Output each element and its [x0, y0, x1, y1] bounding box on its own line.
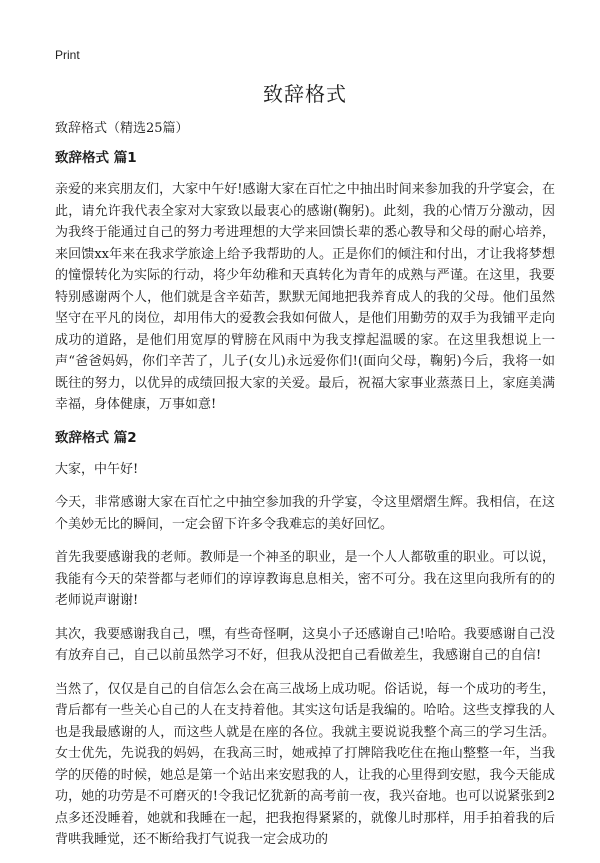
document-content	[55, 148, 555, 863]
paragraph: 首先我要感谢我的老师。教师是一个神圣的职业，是一个人人都敬重的职业。可以说，我能有今天的荣誉都与老师们的谆谆教诲息息相关，密不可分。我在这里向我所有的的老师说声谢谢!	[55, 550, 555, 608]
paragraph: 当然了，仅仅是自己的自信怎么会在高三战场上成功呢。俗话说，每一个成功的考生，背后都有一些关心自己的人在支持着他。其实这句话是我编的。哈哈。这些支撑我的人也是我最感谢的人，而这些人就是在座的各位。我就主要说说我整个高三的学习生活。女士优先，先说我的妈妈，在我高三时，她戒掉了打牌陪我吃住在拖山整整一年，当我学的厌倦的时候，她总是第一个站出来安慰我的人，让我的心里得到安慰，我今天能成功，她的功劳是不可磨灭的!令我记忆犹新的高考前一夜，我兴奋地。也可以说紧张到2点多还没睡着，她就和我睡在一起，把我抱得紧紧的，就像儿时那样，用手拍着我的后背哄我睡觉，还不断给我打气说我一定会成功的	[55, 681, 555, 847]
section-2	[55, 428, 555, 851]
section-1	[55, 148, 555, 416]
section-heading: 致辞格式 篇2	[55, 429, 137, 446]
paragraph: 其次，我要感谢我自己，嘿，有些奇怪啊，这臭小子还感谢自己!哈哈。我要感谢自己没有放弃自己，自己以前虽然学习不好，但我从没把自己看做差生，我感谢自己的自信!	[55, 626, 555, 663]
paragraph: 今天，非常感谢大家在百忙之中抽空参加我的升学宴，令这里熠熠生辉。我相信，在这个美妙无比的瞬间，一定会留下许多令我难忘的美好回忆。	[55, 495, 555, 532]
print-link[interactable]: Print	[55, 48, 80, 62]
page-title: 致辞格式	[263, 82, 347, 106]
paragraph: 大家，中午好!	[55, 461, 139, 477]
section-heading: 致辞格式 篇1	[55, 150, 137, 166]
document-subtitle: 致辞格式（精选25篇）	[55, 121, 189, 136]
paragraph: 亲爱的来宾朋友们，大家中午好!感谢大家在百忙之中抽出时间来参加我的升学宴会，在此，请允许我代表全家对大家致以最衷心的感谢(鞠躬)。此刻，我的心情万分激动，因为我终于能通过自己的努力考进理想的大学来回馈长辈的悉心教导和父母的耐心培养，来回馈xx年来在我求学旅途上给予我帮助的人。正是你们的倾注和付出，才让我将梦想的憧憬转化为实际的行动，将少年幼稚和天真转化为青年的成熟与严谨。在这里，我要特别感谢两个人，他们就是含辛茹苦，默默无闻地把我养育成人的我的父母。他们虽然坚守在平凡的岗位，却用伟大的爱教会我如何做人，是他们用勤劳的双手为我铺平走向成功的道路，是他们用宽厚的臂膀在风雨中为我支撑起温暖的家。在这里我想说上一声“爸爸妈妈，你们辛苦了，儿子(女儿)永远爱你们!(面向父母，鞠躬)今后，我将一如既往的努力，以优异的成绩回报大家的关爱。最后，祝福大家事业蒸蒸日上，家庭美满幸福，身体健康，万事如意!	[55, 182, 555, 412]
